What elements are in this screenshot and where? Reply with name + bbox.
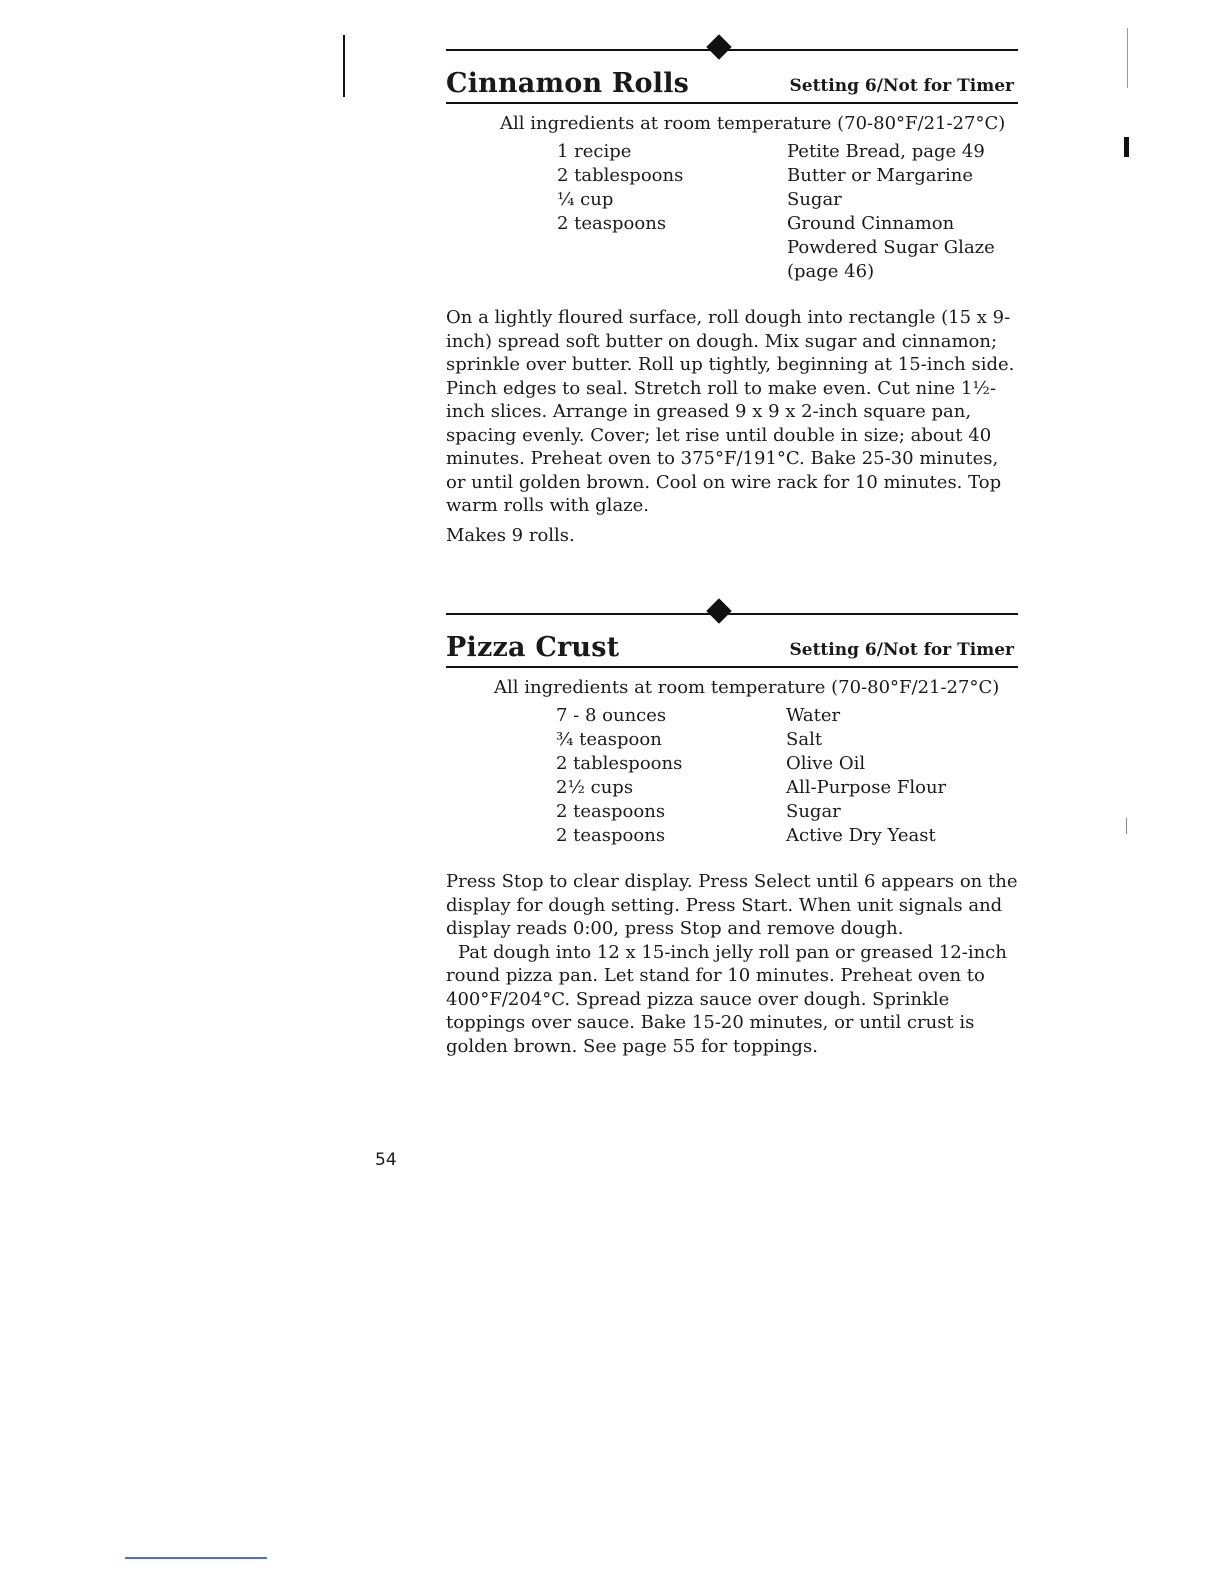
scan-mark xyxy=(1126,818,1127,834)
ingredient-quantity xyxy=(446,260,787,284)
recipe-cinnamon-rolls xyxy=(446,36,1018,547)
ingredient-quantity: 2½ cups xyxy=(556,777,634,798)
ingredient-row xyxy=(446,752,1018,776)
scan-mark xyxy=(1127,28,1128,88)
ingredient-row xyxy=(446,140,1018,164)
recipe-header xyxy=(446,66,1018,104)
recipe-yield: Makes 9 rolls. xyxy=(446,524,575,546)
ingredient-row xyxy=(446,212,1018,236)
recipe-pizza-crust xyxy=(446,600,1018,1058)
ingredient-name: Salt xyxy=(786,729,823,750)
recipe-instructions xyxy=(446,306,1021,547)
ingredient-name: Powdered Sugar Glaze xyxy=(787,237,995,258)
recipe-setting: Setting 6/Not for Timer xyxy=(789,640,1014,660)
ingredient-list xyxy=(446,704,1018,848)
ingredient-name: (page 46) xyxy=(787,261,875,282)
ingredient-row xyxy=(446,704,1018,728)
ingredient-quantity: 2 teaspoons xyxy=(556,825,666,846)
instruction-paragraph: Pat dough into 12 x 15-inch jelly roll pan or greased 12-inch round pizza pan. Let stand for 10 minutes. Preheat oven to 400°F/204°C. Spread pizza sauce over dough. Sprinkle toppings over sauce. Bake 15-20 minutes, or until crust is golden brown. See page 55 for toppings. xyxy=(446,941,1007,1057)
instruction-paragraph: Press Stop to clear display. Press Select until 6 appears on the display for dough setting. Press Start. When unit signals and display reads 0:00, press Stop and remove dough. xyxy=(446,871,1018,939)
recipe-title: Pizza Crust xyxy=(446,632,620,663)
ingredient-row xyxy=(446,728,1018,752)
scan-mark xyxy=(343,35,345,97)
ingredient-name: Active Dry Yeast xyxy=(786,825,936,846)
divider-line xyxy=(446,49,1018,51)
recipe-header xyxy=(446,630,1018,668)
ingredient-name: All-Purpose Flour xyxy=(786,777,947,798)
ingredient-quantity: 1 recipe xyxy=(557,141,632,162)
ingredient-quantity: ¾ teaspoon xyxy=(556,729,662,750)
page-number: 54 xyxy=(375,1150,397,1170)
ingredient-row xyxy=(446,260,1018,284)
ingredient-row xyxy=(446,236,1018,260)
ingredient-quantity: 2 tablespoons xyxy=(557,165,684,186)
ingredient-row xyxy=(446,776,1018,800)
ingredient-name: Water xyxy=(786,705,841,726)
divider-line xyxy=(446,613,1018,615)
temperature-note: All ingredients at room temperature (70-80°F/21-27°C) xyxy=(494,677,1000,698)
ingredient-quantity xyxy=(446,236,787,260)
recipe-title: Cinnamon Rolls xyxy=(446,68,690,99)
scan-mark xyxy=(125,1557,267,1559)
ingredient-name: Butter or Margarine xyxy=(787,165,974,186)
ingredient-name: Ground Cinnamon xyxy=(787,213,955,234)
scan-mark xyxy=(1124,137,1129,157)
section-divider xyxy=(446,36,1018,66)
ingredient-list xyxy=(446,140,1018,284)
temperature-note: All ingredients at room temperature (70-80°F/21-27°C) xyxy=(500,113,1006,134)
ingredient-row xyxy=(446,188,1018,212)
ingredient-quantity: 7 - 8 ounces xyxy=(556,705,667,726)
ingredient-name: Olive Oil xyxy=(786,753,866,774)
instruction-paragraph: On a lightly floured surface, roll dough into rectangle (15 x 9-inch) spread soft butter on dough. Mix sugar and cinnamon; sprinkle over butter. Roll up tightly, beginning at 15-inch side. Pinch edges to seal. Stretch roll to make even. Cut nine 1½-inch slices. Arrange in greased 9 x 9 x 2-inch square pan, spacing evenly. Cover; let rise until double in size; about 40 minutes. Preheat oven to 375°F/191°C. Bake 25-30 minutes, or until golden brown. Cool on wire rack for 10 minutes. Top warm rolls with glaze. xyxy=(446,307,1015,516)
section-divider xyxy=(446,600,1018,630)
ingredient-quantity: ¼ cup xyxy=(557,189,614,210)
ingredient-name: Petite Bread, page 49 xyxy=(787,141,985,162)
diamond-icon xyxy=(706,598,731,623)
recipe-setting: Setting 6/Not for Timer xyxy=(789,76,1014,96)
ingredient-quantity: 2 teaspoons xyxy=(557,213,667,234)
diamond-icon xyxy=(706,34,731,59)
ingredient-quantity: 2 teaspoons xyxy=(556,801,666,822)
ingredient-quantity: 2 tablespoons xyxy=(556,753,683,774)
recipe-instructions xyxy=(446,870,1021,1058)
ingredient-row xyxy=(446,800,1018,824)
ingredient-row xyxy=(446,164,1018,188)
ingredient-row xyxy=(446,824,1018,848)
ingredient-name: Sugar xyxy=(787,189,842,210)
ingredient-name: Sugar xyxy=(786,801,841,822)
